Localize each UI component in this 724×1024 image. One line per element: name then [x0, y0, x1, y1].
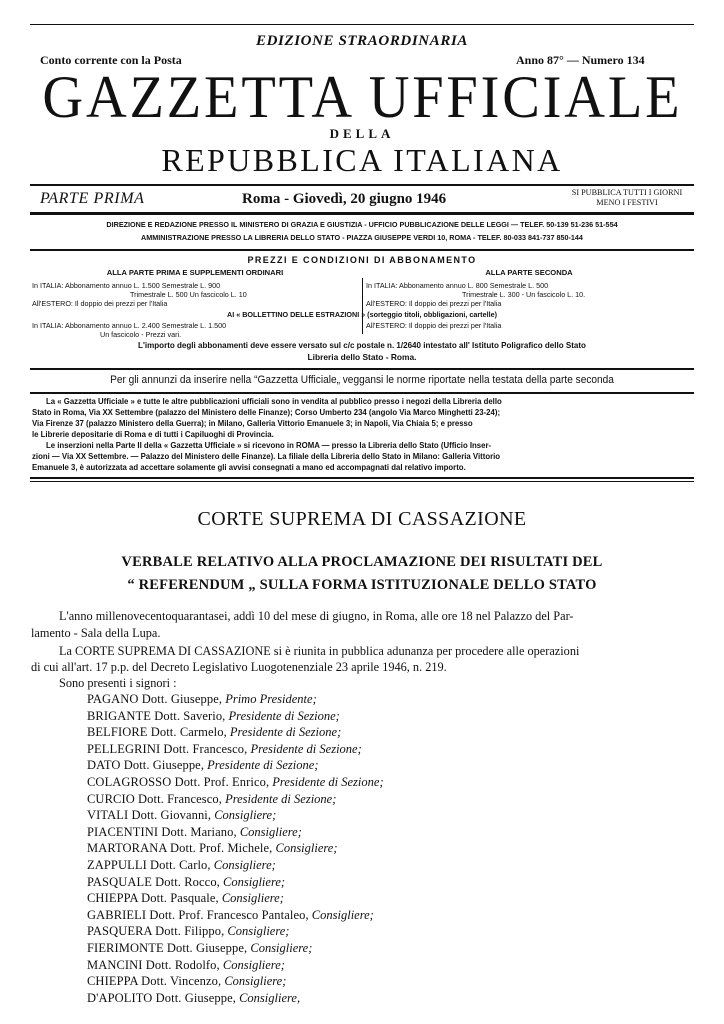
prices-right-abroad: All'ESTERO: Il doppio dei prezzi per l'Italia [366, 299, 502, 308]
prices-title: PREZZI E CONDIZIONI DI ABBONAMENTO [247, 255, 477, 265]
member-title: Presidente di Sezione; [229, 725, 342, 740]
member-row [87, 841, 338, 856]
member-row [87, 825, 302, 840]
member-row [87, 742, 362, 757]
prices-left-abroad: All'ESTERO: Il doppio dei prezzi per l'Italia [32, 299, 168, 308]
member-title: Consigliere; [221, 891, 284, 906]
prices-left-heading: ALLA PARTE PRIMA E SUPPLEMENTI ORDINARI [106, 268, 284, 277]
prices-left-italy-2: Trimestrale L. 500 Un fascicolo L. 10 [130, 290, 247, 299]
prices-rule-top [30, 249, 694, 251]
member-title: Consigliere; [275, 841, 338, 856]
member-row [87, 924, 289, 939]
member-title: Consigliere; [227, 924, 290, 939]
member-title: Presidente di Sezione; [250, 741, 362, 756]
notice-rule-bottom [30, 392, 694, 394]
member-title: Consigliere; [311, 907, 374, 922]
account-label: Conto corrente con la Posta [40, 53, 182, 67]
member-row [87, 941, 312, 956]
publication-line-2: MENO I FESTIVI [596, 198, 658, 207]
prices-right-italy-1: In ITALIA: Abbonamento annuo L. 800 Semestrale L. 500 [366, 281, 549, 290]
member-name: PIACENTINI Dott. Mariano, [87, 824, 237, 839]
member-name: BRIGANTE Dott. Saverio, [87, 708, 226, 723]
sales-rule-bottom-1 [30, 477, 694, 479]
member-row [87, 891, 284, 906]
member-title: Presidente di Sezione; [207, 758, 319, 773]
article-heading-1: VERBALE RELATIVO ALLA PROCLAMAZIONE DEI RISULTATI DEL [121, 554, 603, 570]
bollettino-left-2: Un fascicolo - Prezzi vari. [100, 330, 182, 339]
date-line: Roma - Giovedì, 20 giugno 1946 [242, 191, 447, 207]
member-name: DATO Dott. Giuseppe, [87, 758, 205, 773]
member-title: Primo Presidente; [225, 692, 317, 706]
part-label: PARTE PRIMA [40, 190, 145, 207]
masthead-republic: REPUBBLICA ITALIANA [161, 142, 563, 178]
member-name: ZAPPULLI Dott. Carlo, [87, 858, 211, 872]
direction-line: DIREZIONE E REDAZIONE PRESSO IL MINISTERO DI GRAZIA E GIUSTIZIA - UFFICIO PUBBLICAZIONE DELLE LEGGI — TELEF. 50-139 51-236 51-554 [106, 220, 618, 229]
member-row [87, 692, 317, 707]
member-name: FIERIMONTE Dott. Giuseppe, [87, 941, 248, 955]
member-name: D'APOLITO Dott. Giuseppe, [87, 990, 236, 1005]
sales-line-4: le Librerie depositarie di Roma e di tutti i Capiluoghi di Provincia. [32, 430, 274, 439]
member-row [87, 758, 318, 773]
member-name: PASQUERA Dott. Filippo, [87, 924, 225, 939]
masthead-rule-top [30, 184, 694, 186]
member-row [87, 775, 384, 790]
member-title: Consigliere; [224, 974, 287, 989]
member-name: MARTORANA Dott. Prof. Michele, [87, 841, 273, 856]
present-label: Sono presenti i signori : [59, 676, 177, 690]
member-title: Consigliere; [239, 824, 302, 839]
member-row [87, 974, 286, 989]
masthead-della: DELLA [329, 126, 395, 141]
member-name: CURCIO Dott. Francesco, [87, 791, 222, 806]
notice-line: Per gli annunzi da inserire nella “Gazzetta Ufficiale„ veggansi le norme riportate nella testata della parte seconda [110, 374, 614, 386]
sales-line-1: La « Gazzetta Ufficiale » e tutte le altre pubblicazioni ufficiali sono in vendita al pubblico presso i negozi della Libreria dello [46, 397, 502, 406]
member-row [87, 709, 340, 724]
sales-line-3: Via Firenze 37 (palazzo Ministero della Guerra); in Milano, Galleria Vittorio Emanuele 3; in Napoli, Via Chiaia 5; e presso [32, 419, 473, 428]
member-title: Consigliere; [222, 957, 285, 972]
bollettino-left-1: In ITALIA: Abbonamento annuo L. 2.400 Semestrale L. 1.500 [32, 321, 227, 330]
bollettino-right: All'ESTERO: Il doppio dei prezzi per l'Italia [366, 321, 502, 330]
sales-rule-bottom-2 [30, 481, 694, 482]
member-row [87, 875, 285, 890]
article-heading-2: “ REFERENDUM „ SULLA FORMA ISTITUZIONALE DELLO STATO [127, 577, 597, 593]
member-title: Consigliere; [250, 941, 313, 955]
prices-right-italy-2: Trimestrale L. 300 - Un fascicolo L. 10. [462, 290, 586, 299]
sales-line-5: Le inserzioni nella Parte II della « Gazzetta Ufficiale » si ricevono in ROMA — presso la Libreria dello Stato (Ufficio Inser- [46, 441, 492, 450]
member-row [87, 858, 276, 873]
member-title: Consigliere; [213, 858, 276, 872]
top-rule [30, 24, 694, 25]
member-name: BELFIORE Dott. Carmelo, [87, 725, 227, 740]
administration-line: AMMINISTRAZIONE PRESSO LA LIBRERIA DELLO STATO - PIAZZA GIUSEPPE VERDI 10, ROMA - TELEF. 80-033 841-737 850-144 [141, 233, 583, 242]
paragraph-1-line-1: L'anno millenovecentoquarantasei, addì 10 del mese di giugno, in Roma, alle ore 18 nel Palazzo del Par- [59, 609, 574, 623]
member-title: Consigliere, [239, 990, 301, 1005]
sales-line-2: Stato in Roma, Via XX Settembre (palazzo del Ministero delle Finanze); Corso Umberto 234 (angolo Via Marco Minghetti 23-24); [32, 408, 501, 417]
masthead-rule-bottom [30, 212, 694, 215]
member-name: COLAGROSSO Dott. Prof. Enrico, [87, 775, 270, 789]
member-row [87, 908, 374, 923]
member-row [87, 991, 300, 1006]
member-name: VITALI Dott. Giovanni, [87, 808, 212, 823]
member-row [87, 808, 276, 823]
sales-line-6: zioni — Via XX Settembre. — Palazzo del Ministero delle Finanze). La filiale della Libreria dello Stato in Milano: Galleria Vittorio [32, 452, 501, 461]
member-title: Presidente di Sezione; [272, 775, 384, 789]
paragraph-2-line-1: La CORTE SUPREMA DI CASSAZIONE si è riunita in pubblica adunanza per procedere alle operazioni [59, 644, 580, 658]
paragraph-1-line-2: lamento - Sala della Lupa. [31, 626, 161, 640]
member-name: CHIEPPA Dott. Vincenzo, [87, 974, 222, 989]
member-title: Presidente di Sezione; [228, 708, 340, 723]
masthead-title: GAZZETTA UFFICIALE [42, 64, 683, 130]
member-row [87, 792, 336, 807]
member-name: PASQUALE Dott. Rocco, [87, 874, 220, 889]
payment-line-1: L'importo degli abbonamenti deve essere versato sul c/c postale n. 1/2640 intestato all' Istituto Poligrafico dello Stato [138, 340, 586, 350]
year-number-label: Anno 87° — Numero 134 [516, 53, 645, 67]
member-row [87, 958, 285, 973]
paragraph-2-line-2: di cui all'art. 17 p.p. del Decreto Legislativo Luogotenenziale 23 aprile 1946, n. 219. [31, 660, 447, 674]
member-row [87, 725, 341, 740]
member-name: PELLEGRINI Dott. Francesco, [87, 741, 248, 756]
member-title: Consigliere; [223, 874, 286, 889]
court-heading: CORTE SUPREMA DI CASSAZIONE [197, 508, 527, 530]
prices-column-divider [362, 278, 363, 334]
bollettino-heading: AI « BOLLETTINO DELLE ESTRAZIONI » (sorteggio titoli, obbligazioni, cartelle) [227, 310, 497, 319]
member-name: GABRIELI Dott. Prof. Francesco Pantaleo, [87, 907, 309, 922]
publication-line-1: SI PUBBLICA TUTTI I GIORNI [571, 188, 683, 197]
prices-left-italy-1: In ITALIA: Abbonamento annuo L. 1.500 Semestrale L. 900 [32, 281, 221, 290]
member-name: PAGANO Dott. Giuseppe, [87, 692, 223, 706]
sales-line-7: Emanuele 3, è autorizzata ad accettare solamente gli avvisi consegnati a mano ed accompagnati dal relativo importo. [32, 463, 466, 472]
edition-label: EDIZIONE STRAORDINARIA [255, 33, 468, 49]
notice-rule-top [30, 368, 694, 370]
member-name: MANCINI Dott. Rodolfo, [87, 957, 220, 972]
member-title: Presidente di Sezione; [225, 791, 337, 806]
prices-right-heading: ALLA PARTE SECONDA [485, 268, 573, 277]
payment-line-2: Libreria dello Stato - Roma. [307, 352, 417, 362]
member-title: Consigliere; [214, 808, 277, 823]
member-name: CHIEPPA Dott. Pasquale, [87, 891, 219, 906]
